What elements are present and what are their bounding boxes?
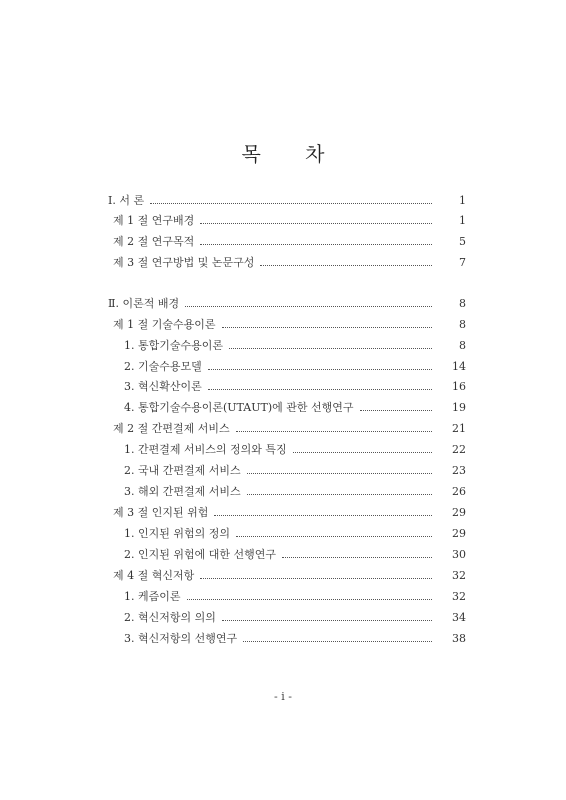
dot-leader xyxy=(222,619,432,621)
toc-entry-page: 22 xyxy=(452,442,466,456)
toc-entry[interactable] xyxy=(0,378,466,394)
toc-entry[interactable] xyxy=(0,525,466,541)
toc-entry-page: 1 xyxy=(459,193,466,207)
toc-entry[interactable] xyxy=(0,588,466,604)
toc-entry[interactable] xyxy=(0,254,466,270)
dot-leader xyxy=(222,326,433,328)
toc-entry[interactable] xyxy=(0,441,466,457)
toc-entry-label: 제 1 절 연구배경 xyxy=(113,214,195,227)
dot-leader xyxy=(293,451,432,453)
toc-entry-page: 26 xyxy=(452,484,466,498)
toc-entry[interactable] xyxy=(0,337,466,353)
toc-entry[interactable] xyxy=(0,233,466,249)
toc-entry-page: 8 xyxy=(459,338,466,352)
toc-entry-label: 제 1 절 기술수용이론 xyxy=(113,318,216,331)
toc-entry-page: 19 xyxy=(452,400,466,414)
toc-entry-label: 2. 국내 간편결제 서비스 xyxy=(124,464,241,477)
toc-entry[interactable] xyxy=(0,420,466,436)
dot-leader xyxy=(247,472,432,474)
toc-entry-label: 제 4 절 혁신저항 xyxy=(113,569,195,582)
toc-entry-label: 1. 케즘이론 xyxy=(124,590,181,603)
toc-entry[interactable] xyxy=(0,567,466,583)
toc-entry-page: 30 xyxy=(452,547,466,561)
dot-leader xyxy=(208,368,432,370)
page-title: 목 차 xyxy=(241,142,325,166)
toc-entry-page: 29 xyxy=(452,526,466,540)
toc-entry-page: 14 xyxy=(452,359,466,373)
toc-entry-page: 29 xyxy=(452,505,466,519)
toc-entry-label: 3. 혁신저항의 선행연구 xyxy=(124,632,238,645)
toc-entry-label: 제 3 절 인지된 위험 xyxy=(113,506,209,519)
toc-entry-page: 5 xyxy=(459,234,466,248)
toc-entry-label: Ⅱ. 이론적 배경 xyxy=(108,297,180,310)
dot-leader xyxy=(360,409,432,411)
toc-entry-label: 3. 혁신확산이론 xyxy=(124,380,202,393)
dot-leader xyxy=(200,222,432,224)
dot-leader xyxy=(260,264,432,266)
dot-leader xyxy=(208,388,432,390)
toc-entry[interactable] xyxy=(0,504,466,520)
toc-entry[interactable] xyxy=(0,212,466,228)
dot-leader xyxy=(282,556,432,558)
toc-entry-label: 2. 기술수용모델 xyxy=(124,360,202,373)
toc-entry[interactable] xyxy=(0,609,466,625)
toc-entry[interactable] xyxy=(0,295,466,311)
toc-entry[interactable] xyxy=(0,316,466,332)
toc-entry-page: 34 xyxy=(452,610,466,624)
toc-entry-label: 제 2 절 연구목적 xyxy=(113,235,195,248)
toc-entry-page: 23 xyxy=(452,463,466,477)
dot-leader xyxy=(187,598,433,600)
toc-entry-page: 38 xyxy=(452,631,466,645)
toc-entry-page: 8 xyxy=(459,296,466,310)
toc-entry-page: 8 xyxy=(459,317,466,331)
dot-leader xyxy=(236,535,432,537)
toc-entry[interactable] xyxy=(0,546,466,562)
toc-entry-label: Ⅰ. 서 론 xyxy=(108,194,145,207)
dot-leader xyxy=(200,243,432,245)
dot-leader xyxy=(200,577,432,579)
dot-leader xyxy=(243,640,432,642)
page-number-footer: - i - xyxy=(274,690,292,703)
toc-entry-label: 4. 통합기술수용이론(UTAUT)에 관한 선행연구 xyxy=(124,401,354,414)
toc-entry-label: 1. 간편결제 서비스의 정의와 특징 xyxy=(124,443,287,456)
toc-entry-label: 2. 혁신저항의 의의 xyxy=(124,611,216,624)
toc-entry[interactable] xyxy=(0,192,466,208)
toc-entry-label: 1. 통합기술수용이론 xyxy=(124,339,223,352)
toc-entry-label: 제 3 절 연구방법 및 논문구성 xyxy=(113,256,255,269)
toc-entry[interactable] xyxy=(0,399,466,415)
dot-leader xyxy=(236,430,432,432)
toc-entry-label: 1. 인지된 위험의 정의 xyxy=(124,527,230,540)
toc-entry-page: 1 xyxy=(459,213,466,227)
toc-entry-page: 32 xyxy=(452,568,466,582)
toc-entry-label: 제 2 절 간편결제 서비스 xyxy=(113,422,230,435)
dot-leader xyxy=(229,347,432,349)
toc-entry-label: 2. 인지된 위험에 대한 선행연구 xyxy=(124,548,276,561)
dot-leader xyxy=(247,493,432,495)
toc-entry-page: 21 xyxy=(452,421,466,435)
dot-leader xyxy=(185,305,432,307)
toc-entry-page: 32 xyxy=(452,589,466,603)
dot-leader xyxy=(150,202,432,204)
toc-entry-page: 7 xyxy=(459,255,466,269)
toc-entry[interactable] xyxy=(0,358,466,374)
toc-entry[interactable] xyxy=(0,462,466,478)
toc-entry[interactable] xyxy=(0,630,466,646)
toc-entry-page: 16 xyxy=(452,379,466,393)
toc-entry-label: 3. 해외 간편결제 서비스 xyxy=(124,485,241,498)
dot-leader xyxy=(214,514,432,516)
toc-entry[interactable] xyxy=(0,483,466,499)
